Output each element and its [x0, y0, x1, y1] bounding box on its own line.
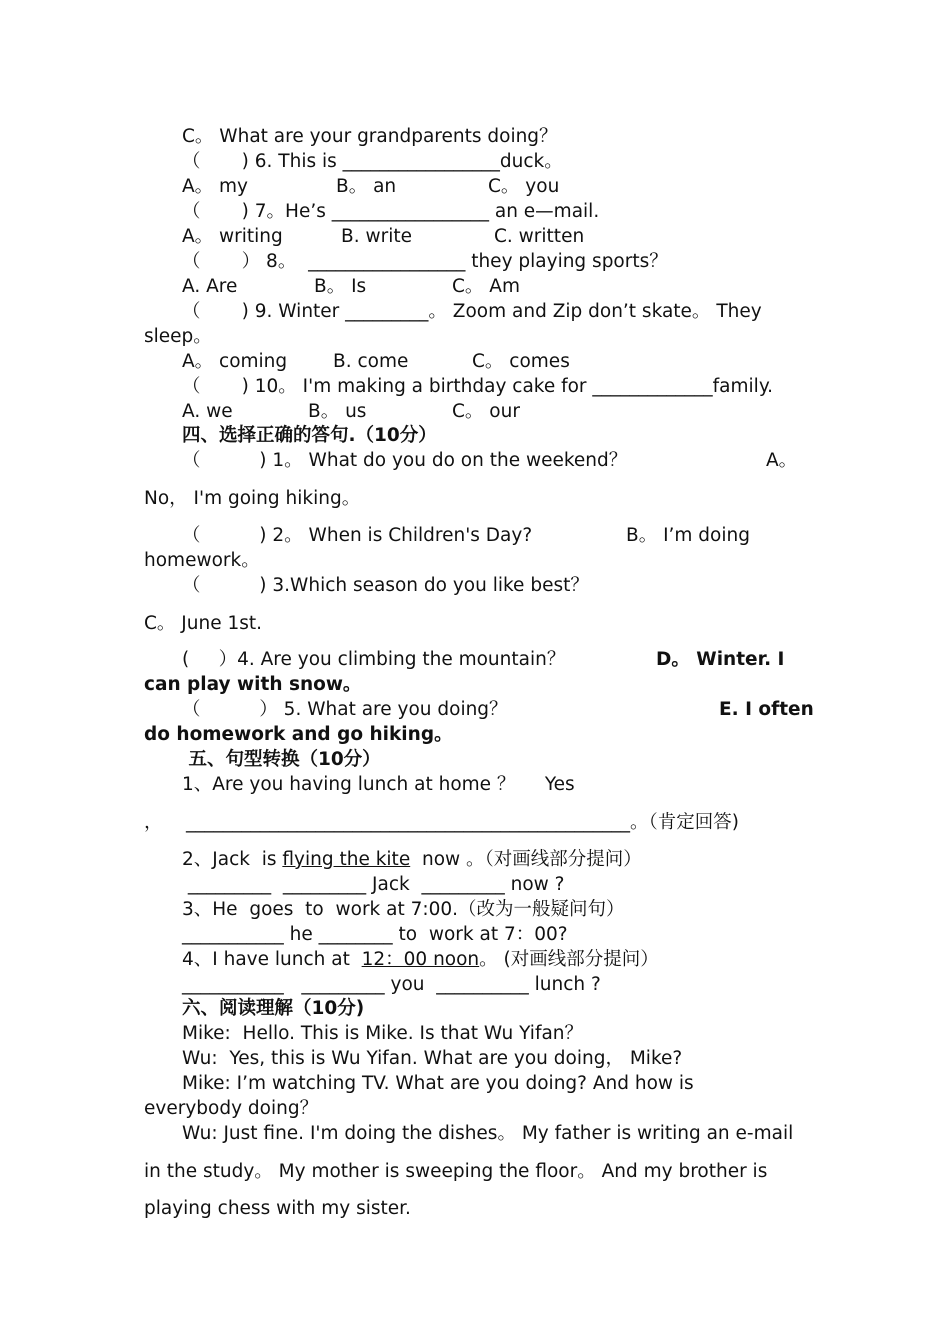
match-answer-a-label: A。 [766, 450, 798, 471]
question-7: （ ) 7。He’s _________________ an e—mail. [182, 201, 600, 222]
q7-option-c: C. written [494, 226, 585, 247]
transform-2-text-end: now 。（对画线部分提问） [410, 849, 642, 870]
section-5-heading: 五、句型转换（10分） [182, 749, 381, 770]
match-answer-a: No， I'm going hiking。 [144, 488, 361, 509]
transform-4 [182, 948, 659, 972]
q10-option-b: B。 us [308, 401, 367, 422]
transform-1: 1、Are you having lunch at home ？ Yes [182, 774, 575, 795]
match-answer-b: B。 I’m doing [626, 525, 750, 546]
reading-line-2: Wu: Yes, this is Wu Yifan. What are you doing， Mike? [182, 1048, 683, 1069]
q6-option-b: B。 an [336, 176, 397, 197]
match-question-1: （ ) 1。 What do you do on the weekend？ [182, 450, 628, 471]
transform-2-text-start: 2、Jack is [182, 849, 283, 870]
transform-3: 3、He goes to work at 7:00.（改为一般疑问句） [182, 899, 625, 920]
match-question-2: （ ) 2。 When is Children's Day? [182, 525, 533, 546]
match-question-4: ( ）4. Are you climbing the mountain？ [182, 649, 566, 670]
q10-option-c: C。 our [452, 401, 520, 422]
question-6: （ ) 6. This is _________________duck。 [182, 151, 563, 172]
transform-2-underlined: flying the kite [282, 849, 411, 870]
transform-2-answer: _________ _________ Jack _________ now ? [182, 874, 565, 895]
reading-line-4: everybody doing？ [144, 1098, 319, 1119]
match-question-5: （ ） 5. What are you doing？ [182, 699, 508, 720]
reading-line-3: Mike: I’m watching TV. What are you doing? And how is [182, 1073, 694, 1094]
option-c-line: C。 What are your grandparents doing？ [182, 126, 558, 147]
transform-3-answer: ___________ he ________ to work at 7：00? [182, 924, 568, 945]
section-4-heading: 四、选择正确的答句.（10分） [182, 425, 437, 446]
q8-option-a: A. Are [182, 276, 238, 297]
transform-4-text-end: 。 (对画线部分提问） [479, 949, 659, 970]
match-answer-b-continued: homework。 [144, 550, 260, 571]
transform-4-text-start: 4、I have lunch at [182, 949, 362, 970]
q8-option-c: C。 Am [452, 276, 520, 297]
q9-option-b: B. come [333, 351, 409, 372]
q10-option-a: A. we [182, 401, 233, 422]
reading-line-1: Mike: Hello. This is Mike. Is that Wu Yifan？ [182, 1023, 584, 1044]
question-10: （ ) 10。 I'm making a birthday cake for _____________family. [182, 376, 774, 397]
q7-option-a: A。 writing [182, 226, 283, 247]
transform-4-answer: ___________ _________ you __________ lunch ? [182, 974, 601, 995]
transform-4-underlined: 12：00 noon [361, 949, 480, 970]
transform-2 [182, 848, 642, 872]
q8-option-b: B。 Is [314, 276, 367, 297]
match-answer-c: C。 June 1st. [144, 613, 263, 634]
match-answer-e-continued: do homework and go hiking。 [144, 724, 453, 745]
q9-option-c: C。 comes [472, 351, 570, 372]
section-6-heading: 六、阅读理解（10分) [182, 998, 365, 1019]
q7-option-b: B. write [341, 226, 412, 247]
match-answer-d: D。 Winter. I [656, 649, 785, 670]
question-8: （ ） 8。 _________________ they playing sports？ [182, 251, 668, 272]
transform-1-answer: ， ________________________________________________。（肯定回答) [144, 812, 739, 833]
question-9: （ ) 9. Winter _________。 Zoom and Zip don’t skate。 They [182, 301, 762, 322]
q6-option-a: A。 my [182, 176, 249, 197]
reading-line-5: Wu: Just fine. I'm doing the dishes。 My father is writing an e-mail [182, 1123, 794, 1144]
match-answer-d-continued: can play with snow。 [144, 674, 362, 695]
match-answer-e: E. I often [719, 699, 814, 720]
q9-option-a: A。 coming [182, 351, 288, 372]
q6-option-c: C。 you [488, 176, 560, 197]
reading-line-6: in the study。 My mother is sweeping the floor。 And my brother is [144, 1161, 768, 1182]
reading-line-7: playing chess with my sister. [144, 1198, 411, 1219]
match-question-3: （ ) 3.Which season do you like best？ [182, 575, 589, 596]
question-9-continued: sleep。 [144, 326, 212, 347]
